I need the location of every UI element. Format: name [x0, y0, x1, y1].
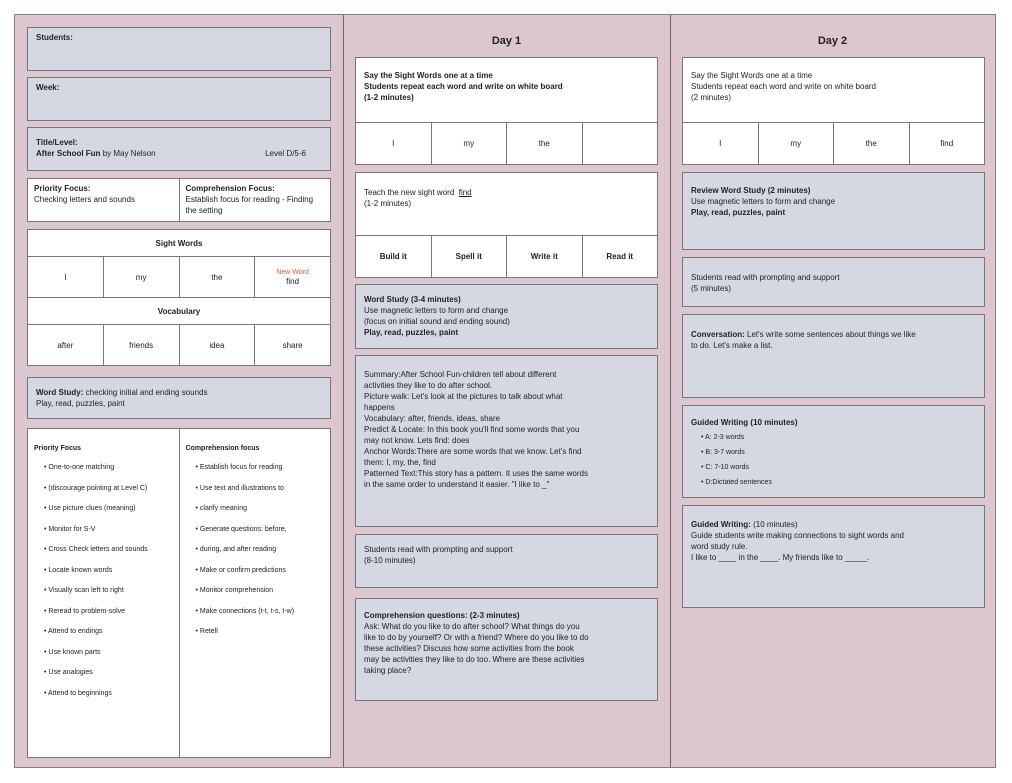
word-study-label: Word Study:: [36, 388, 84, 397]
reading-line: (5 minutes): [691, 284, 732, 293]
priority-focus: [28, 179, 180, 221]
question-line: these activities? Discuss how some activities from the book: [364, 644, 574, 653]
sight-word: my: [432, 123, 508, 164]
question-line: Ask: What do you like to do after school? What things do you: [364, 622, 580, 631]
summary-line: may not know. Lets find: does: [364, 436, 470, 445]
day1-title: Day 1: [491, 35, 522, 47]
priority-focus-text: Checking letters and sounds: [34, 195, 135, 204]
guided-writing-levels: [691, 430, 976, 490]
instruction-line: Students repeat each word and write on white board: [364, 82, 563, 91]
focus-lists-box: [27, 428, 331, 758]
summary-line: them: I, my, the, find: [364, 458, 436, 467]
list-item: • during, and after reading: [196, 540, 325, 561]
list-item: • Reread to problem-solve: [44, 602, 173, 623]
new-word-label: New Word: [276, 269, 309, 276]
guided-writing-2-line: word study rule.: [691, 542, 748, 551]
sight-word: I: [28, 257, 104, 297]
list-item: • Monitor for S-V: [44, 520, 173, 541]
list-item: • Attend to endings: [44, 622, 173, 643]
reading-line: Students read with prompting and support: [691, 273, 840, 282]
list-item: • clarify meaning: [196, 499, 325, 520]
day2-review-box: [682, 172, 985, 250]
sight-word: my: [104, 257, 180, 297]
focus-box: [27, 178, 331, 222]
day2-conversation-box: [682, 314, 985, 398]
sight-word: the: [507, 123, 583, 164]
planning-column: [15, 15, 344, 767]
book-level: Level D/5-6: [265, 149, 306, 158]
list-item: • A: 2-3 words: [701, 430, 976, 445]
guided-writing-title: Guided Writing (10 minutes): [691, 418, 798, 427]
list-item: • Retell: [196, 622, 325, 643]
list-item: • Visually scan left to right: [44, 581, 173, 602]
list-item: • C: 7-10 words: [701, 460, 976, 475]
summary-line: Patterned Text:This story has a pattern. It uses the same words: [364, 469, 588, 478]
lesson-plan-sheet: [14, 14, 996, 768]
sight-word: I: [683, 123, 759, 164]
review-title: Review Word Study (2 minutes): [691, 186, 811, 195]
question-line: may be activities they like to do too. Where are these activities: [364, 655, 585, 664]
summary-line: Vocabulary: after, friends, ideas, share: [364, 414, 501, 423]
instruction-line: Say the Sight Words one at a time: [691, 71, 813, 80]
day1-reading-box: [355, 534, 658, 588]
comprehension-focus-label: Comprehension Focus:: [185, 184, 275, 193]
day1-sight-instructions: [355, 57, 658, 123]
priority-focus-label: Priority Focus:: [34, 184, 91, 193]
conversation-label: Conversation:: [691, 330, 745, 339]
day2-sight-words-grid: [682, 122, 985, 165]
sight-word: find: [940, 139, 954, 148]
priority-focus-list: [34, 458, 173, 704]
questions-title: Comprehension questions: (2-3 minutes): [364, 611, 520, 620]
vocabulary-word: friends: [104, 325, 180, 365]
step-read: Read it: [606, 252, 634, 261]
word-study-text: checking initial and ending sounds: [85, 388, 208, 397]
conversation-text: Let's write some sentences about things we like: [747, 330, 916, 339]
teach-text: Teach the new sight word: [364, 188, 455, 197]
day2-sight-instructions: [682, 57, 985, 123]
teach-time: (1-2 minutes): [364, 199, 412, 208]
comprehension-focus-list: [186, 458, 325, 643]
word-study-box: [27, 377, 331, 419]
students-label: Students:: [36, 33, 73, 42]
conversation-text: to do. Let's make a list.: [691, 341, 773, 350]
guided-writing-2-title: Guided Writing:: [691, 520, 751, 529]
list-item: • Monitor comprehension: [196, 581, 325, 602]
sight-word: my: [759, 123, 835, 164]
list-item: • One-to-one matching: [44, 458, 173, 479]
list-item: • Establish focus for reading: [196, 458, 325, 479]
comprehension-focus-text: Establish focus for reading - Finding the setting: [185, 195, 314, 215]
guided-writing-2-time: (10 minutes): [753, 520, 798, 529]
list-item: • Use known parts: [44, 643, 173, 664]
sight-words-header: Sight Words: [27, 229, 331, 257]
review-activities: Play, read, puzzles, paint: [691, 208, 786, 217]
title-level-label: Title/Level:: [36, 138, 78, 147]
summary-line: Summary:After School Fun-children tell about different: [364, 370, 557, 379]
list-item: • Attend to beginnings: [44, 684, 173, 705]
day1-steps-grid: [355, 235, 658, 278]
list-item: • Make or confirm predictions: [196, 561, 325, 582]
list-item: • Make connections (t-t, t-s, t-w): [196, 602, 325, 623]
guided-writing-2-line: I like to ____ in the ____. My friends like to _____.: [691, 553, 870, 562]
guided-writing-2-line: Guide students write making connections to sight words and: [691, 531, 905, 540]
day2-title: Day 2: [817, 35, 848, 47]
summary-line: Picture walk: Let's look at the pictures to talk about what: [364, 392, 563, 401]
step-write: Write it: [507, 236, 583, 277]
week-field[interactable]: [27, 77, 331, 121]
week-label: Week:: [36, 83, 60, 92]
word-study-line: (focus on initial sound and ending sound): [364, 317, 510, 326]
vocabulary-word: after: [28, 325, 104, 365]
vocabulary-word: share: [282, 340, 303, 350]
question-line: like to do by yourself? Or with a friend? Where do you like to do: [364, 633, 589, 642]
step-build: Build it: [356, 236, 432, 277]
word-study-title: Word Study (3-4 minutes): [364, 295, 461, 304]
day1-teach-box: [355, 172, 658, 236]
day1-summary-box: [355, 355, 658, 527]
list-item: • Use text and illustrations to: [196, 479, 325, 500]
list-item: • (discourage pointing at Level C): [44, 479, 173, 500]
day2-reading-box: [682, 257, 985, 307]
word-study-activities: Play, read, puzzles, paint: [36, 399, 125, 408]
sight-word: [583, 123, 658, 164]
title-level-box: [27, 127, 331, 171]
instruction-line: (1-2 minutes): [364, 93, 414, 102]
list-item: • D:Dictated sentences: [701, 475, 976, 490]
sight-word: the: [180, 257, 256, 297]
reading-line: (8-10 minutes): [364, 556, 416, 565]
list-item: • Use picture clues (meaning): [44, 499, 173, 520]
comprehension-focus: [180, 179, 331, 221]
day2-guided-writing-box: [682, 405, 985, 498]
list-item: • Generate questions: before,: [196, 520, 325, 541]
reading-line: Students read with prompting and support: [364, 545, 513, 554]
instruction-line: Say the Sight Words one at a time: [364, 71, 493, 80]
priority-focus-list-col: [28, 429, 180, 757]
question-line: taking place?: [364, 666, 412, 675]
book-author: by May Nelson: [102, 149, 156, 158]
sight-word: I: [356, 123, 432, 164]
comp-list-header: Comprehension focus: [185, 445, 260, 452]
day1-questions-box: [355, 598, 658, 701]
list-item: • Locate known words: [44, 561, 173, 582]
word-study-activities: Play, read, puzzles, paint: [364, 328, 459, 337]
comprehension-focus-list-col: [180, 429, 331, 757]
review-line: Use magnetic letters to form and change: [691, 197, 836, 206]
day1-sight-words-grid: [355, 122, 658, 165]
step-spell: Spell it: [432, 236, 508, 277]
day1-column: [343, 15, 671, 767]
summary-line: activities they like to do after school.: [364, 381, 493, 390]
day2-column: [670, 15, 995, 767]
word-study-line: Use magnetic letters to form and change: [364, 306, 509, 315]
vocabulary-word: idea: [180, 325, 256, 365]
instruction-line: (2 minutes): [691, 93, 732, 102]
day2-guided-writing-2-box: [682, 505, 985, 608]
summary-line: Predict & Locate: In this book you'll find some words that you: [364, 425, 580, 434]
summary-line: in the same order to understand it easier. "I like to _": [364, 480, 550, 489]
list-item: • Cross Check letters and sounds: [44, 540, 173, 561]
summary-line: Anchor Words:There are some words that we know. Let's find: [364, 447, 582, 456]
vocabulary-grid: [27, 324, 331, 366]
sight-word: find: [286, 277, 300, 286]
teach-word: find: [458, 188, 472, 197]
instruction-line: Students repeat each word and write on white board: [691, 82, 877, 91]
day1-word-study-box: [355, 284, 658, 349]
list-item: • B: 3-7 words: [701, 445, 976, 460]
priority-list-header: Priority Focus: [34, 445, 82, 452]
students-field[interactable]: [27, 27, 331, 71]
vocabulary-header: Vocabulary: [27, 297, 331, 325]
sight-word: the: [834, 123, 910, 164]
summary-line: happens: [364, 403, 395, 412]
sight-words-grid: [27, 256, 331, 298]
new-sight-word-cell: [255, 257, 330, 297]
book-title: After School Fun: [36, 149, 101, 158]
list-item: • Use analogies: [44, 663, 173, 684]
